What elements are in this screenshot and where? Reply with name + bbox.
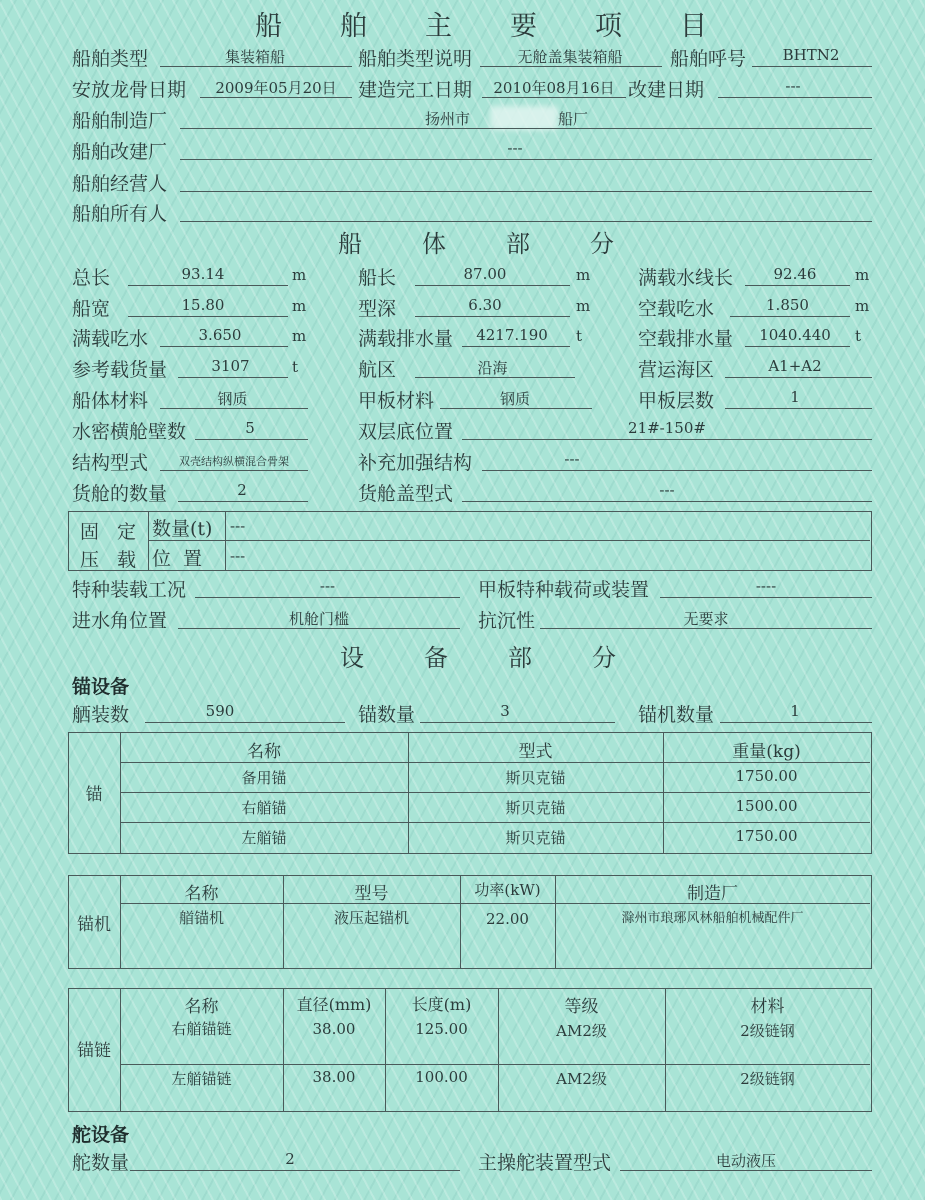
unit-m: m xyxy=(576,266,591,284)
underline xyxy=(720,722,872,723)
page-title: 船舶主要项目 xyxy=(255,11,765,42)
table-cell: 2级链钢 xyxy=(740,1022,795,1040)
table-cell: 22.00 xyxy=(486,910,529,928)
lwl-label: 满载水线长 xyxy=(638,267,734,289)
ship-type-label: 船舶类型 xyxy=(72,48,149,70)
underline xyxy=(180,191,872,192)
underline xyxy=(195,439,308,440)
underline xyxy=(415,285,570,286)
cargo-value: 3107 xyxy=(211,357,250,375)
ballast-qty-value: --- xyxy=(230,517,246,535)
underline xyxy=(415,377,575,378)
operator-label: 船舶经营人 xyxy=(72,173,168,195)
underline xyxy=(415,316,570,317)
table-cell: 38.00 xyxy=(312,1068,356,1086)
unit-m: m xyxy=(292,266,307,284)
full-disp-value: 4217.190 xyxy=(476,326,548,344)
underline xyxy=(440,408,592,409)
rudder-count-label: 舵数量 xyxy=(72,1152,130,1174)
anchor-section-title: 锚设备 xyxy=(72,676,130,698)
structure-label: 结构型式 xyxy=(72,452,149,474)
table-cell: 滁州市琅琊风林船舶机械配件厂 xyxy=(621,911,804,926)
unit-m: m xyxy=(855,266,870,284)
table-header: 型式 xyxy=(518,742,553,762)
bulkhead-value: 5 xyxy=(245,419,255,437)
anchor-count-value: 3 xyxy=(500,702,510,720)
hull-material-label: 船体材料 xyxy=(72,390,149,412)
underline xyxy=(620,1170,872,1171)
holds-value: 2 xyxy=(237,481,247,499)
underline xyxy=(482,97,626,98)
unit-t: t xyxy=(855,327,862,345)
table-cell: AM2级 xyxy=(556,1022,607,1040)
rudder-section-title: 舵设备 xyxy=(72,1124,130,1146)
reinforce-label: 补充加强结构 xyxy=(358,452,473,474)
windlass-count-value: 1 xyxy=(790,702,800,720)
rudder-count-value: 2 xyxy=(285,1150,295,1168)
ballast-label-a: 固定 xyxy=(80,521,155,543)
underline xyxy=(195,597,460,598)
builder-label: 船舶制造厂 xyxy=(72,110,168,132)
underline xyxy=(745,346,850,347)
table-cell: 100.00 xyxy=(415,1068,468,1086)
table-header: 等级 xyxy=(564,997,599,1017)
divider xyxy=(120,822,870,823)
divider xyxy=(120,762,870,763)
table-cell: 斯贝克锚 xyxy=(505,799,566,817)
underline xyxy=(540,628,872,629)
table-header: 名称 xyxy=(184,884,219,904)
anchor-table-side-label: 锚 xyxy=(85,785,103,805)
table-cell: 1750.00 xyxy=(735,827,798,845)
hull-section-title: 船体部分 xyxy=(338,230,674,258)
rebuild-date-label: 改建日期 xyxy=(628,79,705,101)
underline xyxy=(200,97,352,98)
underline xyxy=(180,159,872,160)
unit-m: m xyxy=(576,297,591,315)
deck-load-value: ---- xyxy=(755,577,777,595)
length-label: 船长 xyxy=(358,267,397,289)
subdivision-label: 抗沉性 xyxy=(478,610,536,632)
ballast-label-b: 压载 xyxy=(80,549,155,571)
table-cell: 左艏锚 xyxy=(241,829,287,847)
table-cell: 右艏锚链 xyxy=(171,1020,232,1038)
service-label: 营运海区 xyxy=(638,359,715,381)
underline xyxy=(725,408,872,409)
double-bottom-value: 21#-150# xyxy=(628,419,706,437)
hatch-label: 货舱盖型式 xyxy=(358,483,454,505)
table-cell: 右艏锚 xyxy=(241,799,287,817)
underline xyxy=(725,377,872,378)
unit-m: m xyxy=(855,297,870,315)
table-header: 名称 xyxy=(247,742,281,762)
underline xyxy=(178,628,460,629)
underline xyxy=(480,66,662,67)
rebuilder-label: 船舶改建厂 xyxy=(72,141,168,163)
underline xyxy=(482,470,872,471)
structure-value: 双壳结构纵横混合骨架 xyxy=(179,455,289,468)
underline xyxy=(462,346,570,347)
type-desc-value: 无舱盖集装箱船 xyxy=(517,48,623,66)
holds-label: 货舱的数量 xyxy=(72,483,168,505)
unit-t: t xyxy=(292,358,299,376)
underline xyxy=(745,285,850,286)
area-label: 航区 xyxy=(358,359,397,381)
underline xyxy=(160,66,352,67)
table-cell: 左艏锚链 xyxy=(171,1070,232,1088)
special-value: --- xyxy=(319,577,336,595)
light-draft-value: 1.850 xyxy=(766,296,809,314)
loa-value: 93.14 xyxy=(181,265,225,283)
reinforce-value: --- xyxy=(564,450,580,468)
underline xyxy=(128,316,288,317)
deck-material-label: 甲板材料 xyxy=(358,390,435,412)
underline xyxy=(180,221,872,222)
flood-angle-value: 机舱门槛 xyxy=(288,610,349,628)
deck-count-value: 1 xyxy=(790,388,800,406)
ship-type-value: 集装箱船 xyxy=(224,48,285,66)
underline xyxy=(160,470,308,471)
breadth-value: 15.80 xyxy=(181,296,225,314)
windlass-table-side-label: 锚机 xyxy=(77,915,111,935)
chain-table-side-label: 锚链 xyxy=(77,1041,111,1061)
subdivision-value: 无要求 xyxy=(683,610,729,628)
redacted-area xyxy=(490,106,558,130)
keel-date-value: 2009年05月20日 xyxy=(215,79,337,97)
depth-value: 6.30 xyxy=(468,296,502,314)
underline xyxy=(160,346,288,347)
rebuilder-value: --- xyxy=(507,139,523,157)
table-cell: 备用锚 xyxy=(241,769,287,787)
cargo-label: 参考载货量 xyxy=(72,359,168,381)
double-bottom-label: 双层底位置 xyxy=(358,421,454,443)
table-header: 长度(m) xyxy=(411,995,472,1014)
underline xyxy=(128,285,288,286)
underline xyxy=(660,597,872,598)
underline xyxy=(718,97,872,98)
outfit-number-value: 590 xyxy=(205,702,235,720)
bulkhead-label: 水密横舱壁数 xyxy=(72,421,187,443)
table-cell: 斯贝克锚 xyxy=(505,829,566,847)
length-value: 87.00 xyxy=(463,265,507,283)
unit-m: m xyxy=(292,327,307,345)
service-value: A1+A2 xyxy=(768,357,822,375)
ballast-position-value: --- xyxy=(230,547,246,565)
lwl-value: 92.46 xyxy=(773,265,817,283)
depth-label: 型深 xyxy=(358,298,397,320)
underline xyxy=(178,377,288,378)
table-cell: 2级链钢 xyxy=(740,1070,795,1088)
complete-date-label: 建造完工日期 xyxy=(358,79,473,101)
full-disp-label: 满载排水量 xyxy=(358,328,454,350)
underline xyxy=(462,439,872,440)
light-disp-label: 空载排水量 xyxy=(638,328,734,350)
steering-gear-value: 电动液压 xyxy=(715,1152,776,1170)
builder-value-a: 扬州市 xyxy=(425,110,471,128)
underline xyxy=(420,722,615,723)
keel-date-label: 安放龙骨日期 xyxy=(72,79,187,101)
table-cell: 液压起锚机 xyxy=(333,909,409,927)
builder-value-b: 船厂 xyxy=(558,110,589,128)
light-disp-value: 1040.440 xyxy=(759,326,831,344)
divider xyxy=(120,1064,870,1065)
divider xyxy=(120,792,870,793)
underline xyxy=(160,408,308,409)
breadth-label: 船宽 xyxy=(72,298,111,320)
full-draft-label: 满载吃水 xyxy=(72,328,149,350)
call-sign-value: BHTN2 xyxy=(782,46,840,64)
owner-label: 船舶所有人 xyxy=(72,203,168,225)
table-cell: 艏锚机 xyxy=(178,909,224,927)
table-cell: 1500.00 xyxy=(735,797,798,815)
rebuild-date-value: --- xyxy=(785,77,801,95)
deck-material-value: 钢质 xyxy=(499,390,530,408)
unit-t: t xyxy=(576,327,583,345)
hatch-value: --- xyxy=(659,481,675,499)
full-draft-value: 3.650 xyxy=(198,326,242,344)
table-header: 材料 xyxy=(750,997,785,1017)
loa-label: 总长 xyxy=(72,267,111,289)
table-cell: 38.00 xyxy=(312,1020,356,1038)
steering-gear-label: 主操舵装置型式 xyxy=(478,1152,612,1174)
table-header: 制造厂 xyxy=(687,884,738,904)
underline xyxy=(145,722,345,723)
unit-m: m xyxy=(292,297,307,315)
type-desc-label: 船舶类型说明 xyxy=(358,48,473,70)
table-cell: 125.00 xyxy=(415,1020,468,1038)
table-header: 重量(kg) xyxy=(732,742,801,762)
special-label: 特种装载工况 xyxy=(72,579,187,601)
ballast-qty-label: 数量(t) xyxy=(152,518,213,540)
deck-count-label: 甲板层数 xyxy=(638,390,715,412)
outfit-number-label: 舾装数 xyxy=(72,704,130,726)
anchor-count-label: 锚数量 xyxy=(358,704,416,726)
divider xyxy=(148,540,870,541)
flood-angle-label: 进水角位置 xyxy=(72,610,168,632)
table-cell: AM2级 xyxy=(556,1070,607,1088)
complete-date-value: 2010年08月16日 xyxy=(493,79,615,97)
deck-load-label: 甲板特种载荷或装置 xyxy=(478,579,650,601)
underline xyxy=(130,1170,460,1171)
underline xyxy=(752,66,872,67)
hull-material-value: 钢质 xyxy=(217,390,248,408)
underline xyxy=(180,128,872,129)
table-header: 名称 xyxy=(184,997,219,1017)
table-header: 直径(mm) xyxy=(296,995,372,1014)
underline xyxy=(730,316,850,317)
table-cell: 斯贝克锚 xyxy=(505,769,566,787)
light-draft-label: 空载吃水 xyxy=(638,298,715,320)
call-sign-label: 船舶呼号 xyxy=(670,48,747,70)
underline xyxy=(462,501,872,502)
equipment-section-title: 设备部分 xyxy=(340,644,676,672)
table-header: 功率(kW) xyxy=(474,881,541,899)
underline xyxy=(178,501,308,502)
table-header: 型号 xyxy=(354,884,389,904)
windlass-count-label: 锚机数量 xyxy=(638,704,715,726)
ballast-position-label: 位置 xyxy=(152,548,215,570)
table-cell: 1750.00 xyxy=(735,767,798,785)
area-value: 沿海 xyxy=(477,359,508,377)
